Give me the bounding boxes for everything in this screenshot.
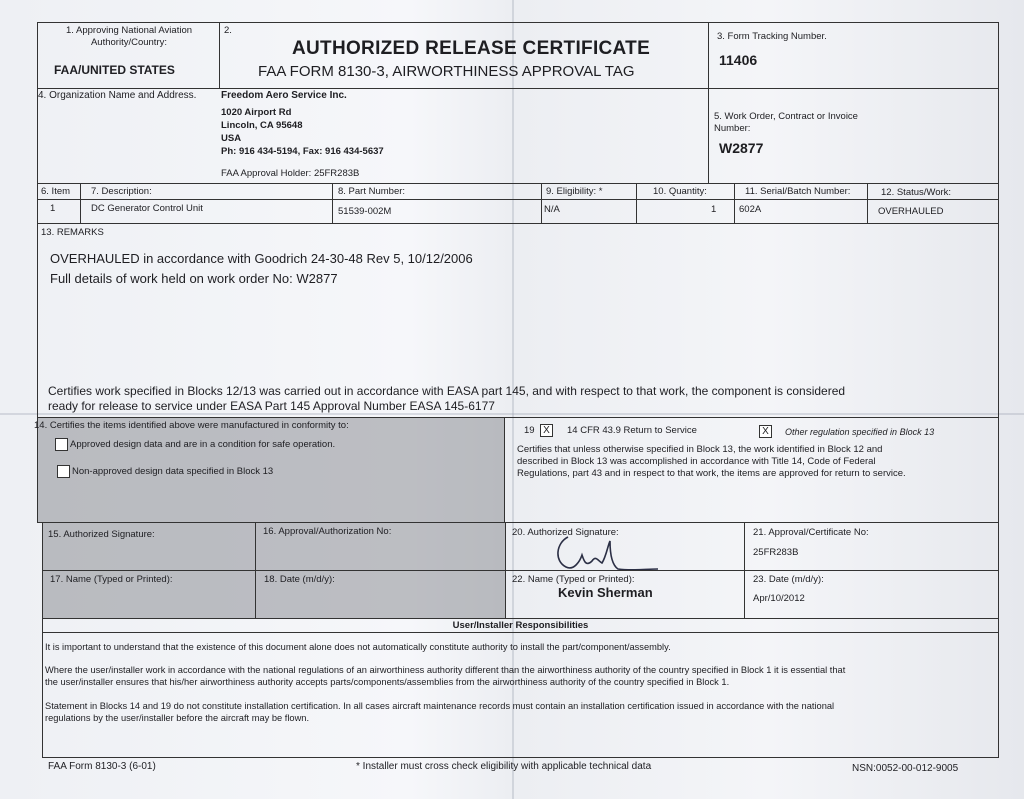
- form-subtitle: FAA FORM 8130-3, AIRWORTHINESS APPROVAL TAG: [258, 63, 635, 80]
- user-installer-title: User/Installer Responsibilities: [452, 620, 589, 631]
- block-19-text-3: Regulations, part 43 and in respect to that work, the items are approved for return to service.: [517, 468, 906, 479]
- remarks-line-3: Certifies work specified in Blocks 12/13 was carried out in accordance with EASA part 145, and with respect to that work, the component is considered: [48, 384, 846, 398]
- block-19-other-checkbox[interactable]: X: [759, 425, 772, 438]
- block-19-number: 19: [524, 425, 535, 436]
- block-17: [42, 570, 256, 619]
- col-header-status: 12. Status/Work:: [867, 183, 999, 200]
- block-5: [708, 88, 999, 184]
- block-19-return-label: 14 CFR 43.9 Return to Service: [567, 425, 697, 436]
- form-8130-3: [34, 22, 999, 758]
- org-name: Freedom Aero Service Inc.: [221, 90, 347, 101]
- user-para-2b: the user/installer ensures that his/her airworthiness authority accepts parts/components/assemblies from the airworthiness authority of the country specified in Block 1.: [45, 677, 730, 687]
- block-14-nonapproved-label: Non-approved design data specified in Block 13: [72, 466, 274, 477]
- org-phone: Ph: 916 434-5194, Fax: 916 434-5637: [221, 146, 384, 157]
- org-country: USA: [221, 133, 242, 144]
- remarks-label: 13. REMARKS: [41, 227, 104, 238]
- col-header-serial: 11. Serial/Batch Number:: [734, 183, 868, 200]
- cell-quantity: 1: [636, 199, 735, 224]
- col-header-description: 7. Description:: [80, 183, 333, 200]
- block-14-approved-checkbox[interactable]: [55, 438, 68, 451]
- block-15-label: 15. Authorized Signature:: [48, 529, 155, 540]
- block-20: [505, 522, 745, 571]
- form-title: AUTHORIZED RELEASE CERTIFICATE: [292, 38, 651, 59]
- approval-certificate-number: 25FR283B: [753, 547, 799, 558]
- footer-form-number: FAA Form 8130-3 (6-01): [48, 761, 156, 772]
- handwritten-signature: [546, 531, 666, 573]
- block-22-label: 22. Name (Typed or Printed):: [512, 574, 635, 585]
- block-5-label: 5. Work Order, Contract or Invoice Number:: [714, 111, 858, 134]
- block-20-label: 20. Authorized Signature:: [512, 527, 619, 538]
- block-23-label: 23. Date (m/d/y):: [753, 574, 824, 585]
- user-para-3b: regulations by the user/installer before the aircraft may be flown.: [45, 713, 310, 723]
- block-14-label: 14. Certifies the items identified above were manufactured in conformity to:: [34, 420, 349, 431]
- footer-nsn: NSN:0052-00-012-9005: [852, 763, 959, 774]
- block-17-label: 17. Name (Typed or Printed):: [50, 574, 173, 585]
- cell-item: 1: [37, 199, 81, 224]
- org-street: 1020 Airport Rd: [221, 107, 292, 118]
- block-19: [504, 417, 999, 523]
- block-1-label: 1. Approving National Aviation Authority/Country:: [65, 25, 193, 48]
- user-installer-block: [42, 632, 999, 758]
- user-installer-title-bar: [42, 618, 999, 633]
- remarks-line-1: OVERHAULED in accordance with Goodrich 24-30-48 Rev 5, 10/12/2006: [50, 251, 473, 266]
- col-header-eligibility: 9. Eligibility: *: [541, 183, 637, 200]
- block-14-nonapproved-checkbox[interactable]: [57, 465, 70, 478]
- tracking-number: 11406: [719, 52, 758, 68]
- block-3-label: 3. Form Tracking Number.: [717, 31, 827, 42]
- block-2-label: 2.: [224, 25, 232, 36]
- block-3: [708, 22, 999, 89]
- user-para-1: It is important to understand that the existence of this document alone does not automatically constitute authority to install the part/component/assembly.: [45, 642, 671, 652]
- work-order-number: W2877: [719, 140, 764, 156]
- block-4-label: 4. Organization Name and Address.: [38, 90, 197, 101]
- footer-note: * Installer must cross check eligibility with applicable technical data: [356, 761, 652, 772]
- cell-serial: 602A: [734, 199, 868, 224]
- org-approval: FAA Approval Holder: 25FR283B: [221, 168, 360, 179]
- cell-part-number: 51539-002M: [332, 199, 542, 224]
- block-19-other-label: Other regulation specified in Block 13: [785, 427, 935, 437]
- block-1-value: FAA/UNITED STATES: [54, 63, 175, 77]
- block-22: [505, 570, 745, 619]
- block-18: [255, 570, 506, 619]
- col-header-part-number: 8. Part Number:: [332, 183, 542, 200]
- user-para-3a: Statement in Blocks 14 and 19 do not constitute installation certification. In all cases aircraft maintenance records must contain an installation certification issued in accordance with the national: [45, 701, 835, 711]
- block-19-text-1: Certifies that unless otherwise specified in Block 13, the work identified in Block 12 and: [517, 444, 883, 455]
- user-para-2a: Where the user/installer work in accordance with the national regulations of an airworthiness authority different than the airworthiness authority of the country specified in Block 1 it is essential that: [45, 665, 846, 675]
- block-21-label: 21. Approval/Certificate No:: [753, 527, 869, 538]
- cell-description: DC Generator Control Unit: [80, 199, 333, 224]
- block-14: [34, 417, 505, 523]
- block-16-label: 16. Approval/Authorization No:: [263, 526, 392, 537]
- block-15: [42, 522, 256, 571]
- block-1: [37, 22, 220, 89]
- block-16: [255, 522, 506, 571]
- org-city: Lincoln, CA 95648: [221, 120, 303, 131]
- block-13-remarks: [37, 223, 999, 418]
- remarks-line-4: ready for release to service under EASA Part 145 Approval Number EASA 145-6177: [48, 399, 495, 413]
- cell-eligibility: N/A: [541, 199, 637, 224]
- block-21: [744, 522, 999, 571]
- block-18-label: 18. Date (m/d/y):: [264, 574, 335, 585]
- col-header-item: 6. Item: [37, 183, 81, 200]
- signer-name: Kevin Sherman: [558, 585, 653, 600]
- cell-status: OVERHAULED: [867, 199, 999, 224]
- block-19-text-2: described in Block 13 was accomplished in accordance with Title 14, Code of Federal: [517, 456, 876, 467]
- block-4: [37, 88, 709, 184]
- block-14-approved-label: Approved design data and are in a condition for safe operation.: [70, 439, 336, 450]
- block-2: [219, 22, 709, 89]
- remarks-line-2: Full details of work held on work order No: W2877: [50, 271, 338, 286]
- signature-date: Apr/10/2012: [753, 593, 805, 604]
- col-header-quantity: 10. Quantity:: [636, 183, 735, 200]
- block-19-return-checkbox[interactable]: X: [540, 424, 553, 437]
- block-23: [744, 570, 999, 619]
